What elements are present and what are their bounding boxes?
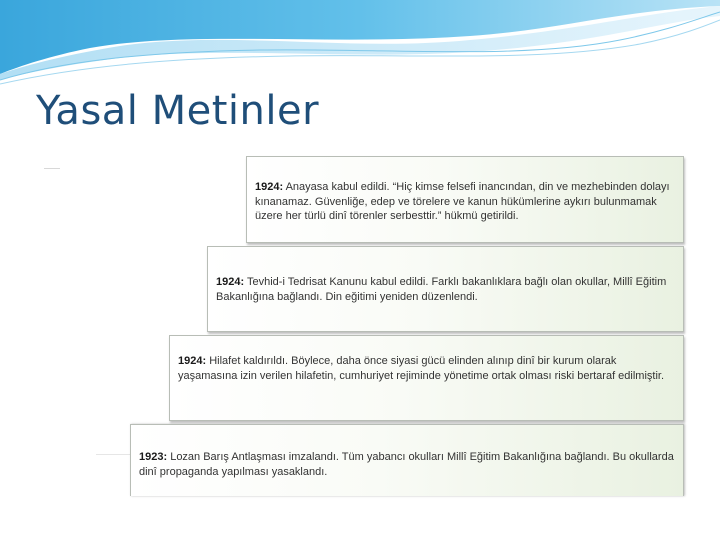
step-year: 1924:: [216, 276, 245, 288]
timeline-step-1924-tevhid-i-tedrisat: [207, 246, 684, 332]
step-text: Anayasa kabul edildi. “Hiç kimse felsefi inancından, din ve mezhebinden dolayı kınanamaz. Güvenliğe, edep ve törelere ve kanun hükümlerine aykırı bulunmamak üzere her türlü dinî törenler serbesttir.” hükmü getirildi.: [255, 181, 670, 222]
timeline-staircase-figure: [36, 154, 686, 494]
step-text: Hilafet kaldırıldı. Böylece, daha önce siyasi gücü elinden alınıp dinî bir kurum olarak yaşamasına izin verilen hilafetin, cumhuriyet rejiminde yönetime ortak olması riski bertaraf edilmiştir.: [178, 355, 665, 382]
timeline-step-1924-anayasa: [246, 156, 684, 243]
step-text: Tevhid-i Tedrisat Kanunu kabul edildi. Farklı bakanlıklara bağlı olan okullar, Millî Eğitim Bakanlığına bağlandı. Din eğitimi yeniden düzenlendi.: [216, 276, 667, 303]
step-year: 1923:: [139, 451, 168, 463]
timeline-step-1924-hilafet: [169, 335, 684, 421]
timeline-step-1923-lozan: [130, 424, 684, 496]
step-text: Lozan Barış Antlaşması imzalandı. Tüm yabancı okulları Millî Eğitim Bakanlığına bağlandı. Bu okullarda dinî propaganda yapılması yasaklandı.: [139, 451, 674, 478]
slide-title: Yasal Metinler: [36, 88, 320, 134]
faint-mark: [44, 168, 60, 169]
step-year: 1924:: [178, 355, 207, 367]
step-year: 1924:: [255, 181, 284, 193]
